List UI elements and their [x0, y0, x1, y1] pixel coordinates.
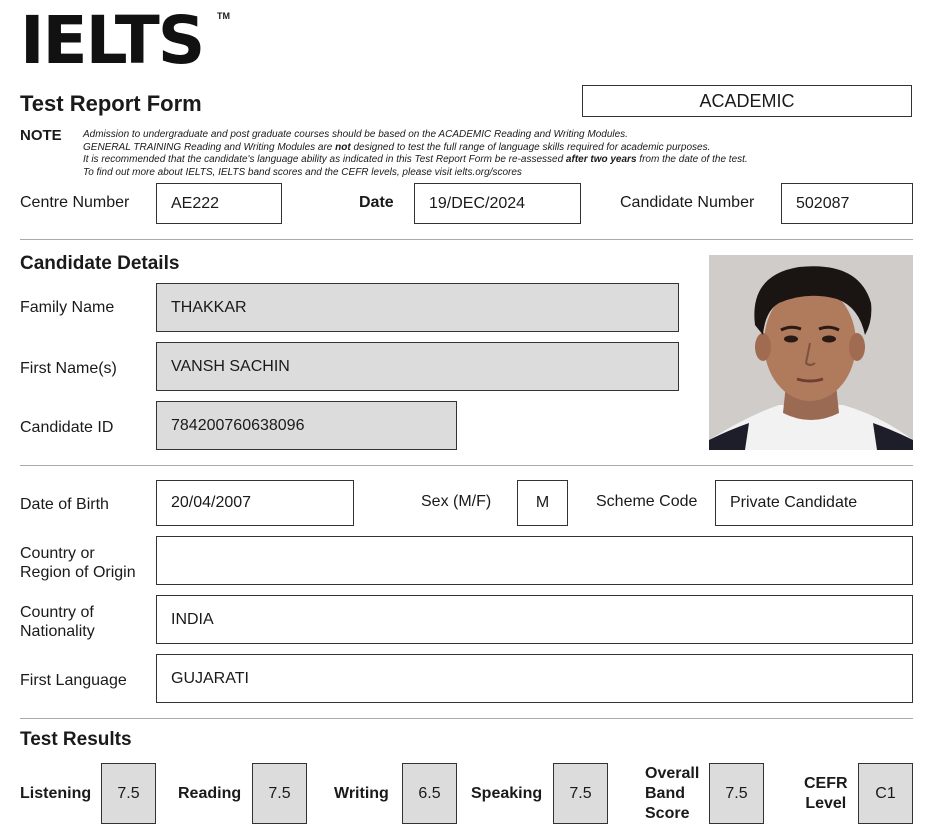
candidate-id-field: 784200760638096: [156, 401, 457, 450]
cefr-label-line-1: CEFR: [804, 775, 848, 792]
note-line-3-c: from the date of the test.: [636, 154, 748, 165]
sex-label: Sex (M/F): [421, 493, 492, 510]
candidate-number-label: Candidate Number: [620, 194, 755, 211]
origin-label: [20, 544, 136, 582]
cefr-level-label: [804, 774, 848, 814]
divider: [20, 465, 913, 466]
origin-label-line-2: Region of Origin: [20, 564, 136, 581]
form-title: Test Report Form: [20, 91, 202, 116]
note-line-3-bold: after two years: [565, 154, 637, 165]
test-results-heading: Test Results: [20, 729, 132, 750]
speaking-score: 7.5: [553, 763, 608, 824]
cefr-label-line-2: Level: [805, 795, 847, 812]
sex-field: M: [517, 480, 568, 526]
overall-label-line-2: Band: [645, 785, 685, 802]
date-label: Date: [359, 194, 394, 211]
first-language-label: First Language: [20, 672, 127, 689]
speaking-label: Speaking: [471, 785, 543, 802]
scheme-code-label: Scheme Code: [596, 493, 698, 510]
ielts-logo: IELTS: [20, 2, 204, 79]
note-line-4: To find out more about IELTS, IELTS band scores and the CEFR levels, please visit ielts.org/scores: [83, 166, 522, 178]
centre-number-field: AE222: [156, 183, 282, 224]
date-field: 19/DEC/2024: [414, 183, 581, 224]
divider: [20, 718, 913, 719]
first-name-label: First Name(s): [20, 360, 117, 377]
nationality-label-line-1: Country of: [20, 604, 94, 621]
first-name-field: VANSH SACHIN: [156, 342, 679, 391]
overall-label-line-1: Overall: [645, 765, 700, 782]
nationality-label: [20, 603, 95, 641]
note-line-2-c: designed to test the full range of language skills required for academic purposes.: [350, 141, 711, 153]
note-line-3: [83, 154, 748, 167]
cefr-level-score: C1: [858, 763, 913, 824]
candidate-details-heading: Candidate Details: [20, 253, 180, 274]
origin-label-line-1: Country or: [20, 545, 95, 562]
divider: [20, 239, 913, 240]
listening-label: Listening: [20, 785, 92, 802]
dob-label: Date of Birth: [20, 496, 109, 513]
centre-number-label: Centre Number: [20, 194, 130, 211]
nationality-label-line-2: Nationality: [20, 623, 95, 640]
writing-label: Writing: [334, 785, 389, 802]
overall-band-label: [645, 764, 699, 824]
note-line-1: Admission to undergraduate and post graduate courses should be based on the ACADEMIC Reading and Writing Modules.: [83, 129, 628, 140]
family-name-field: THAKKAR: [156, 283, 679, 332]
scheme-code-field: Private Candidate: [715, 480, 913, 526]
candidate-photo: [709, 255, 913, 450]
nationality-field: INDIA: [156, 595, 913, 644]
dob-field: 20/04/2007: [156, 480, 354, 526]
note-line-2: [83, 142, 748, 155]
note-line-2-bold: not: [335, 141, 351, 153]
candidate-number-field: 502087: [781, 183, 913, 224]
reading-label: Reading: [178, 785, 242, 802]
listening-score: 7.5: [101, 763, 156, 824]
first-language-field: GUJARATI: [156, 654, 913, 703]
overall-band-score: 7.5: [709, 763, 764, 824]
writing-score: 6.5: [402, 763, 457, 824]
note-label: NOTE: [20, 127, 62, 144]
origin-field: [156, 536, 913, 585]
note-line-2-a: GENERAL TRAINING Reading and Writing Modules are: [83, 141, 336, 153]
note-text: [83, 129, 748, 179]
reading-score: 7.5: [252, 763, 307, 824]
trademark-mark: TM: [217, 11, 230, 21]
family-name-label: Family Name: [20, 299, 115, 316]
overall-label-line-3: Score: [645, 805, 690, 822]
note-line-3-a: It is recommended that the candidate's language ability as indicated in this Test Report Form be re-assessed: [83, 154, 566, 165]
candidate-id-label: Candidate ID: [20, 419, 114, 436]
module-box: ACADEMIC: [582, 85, 912, 117]
